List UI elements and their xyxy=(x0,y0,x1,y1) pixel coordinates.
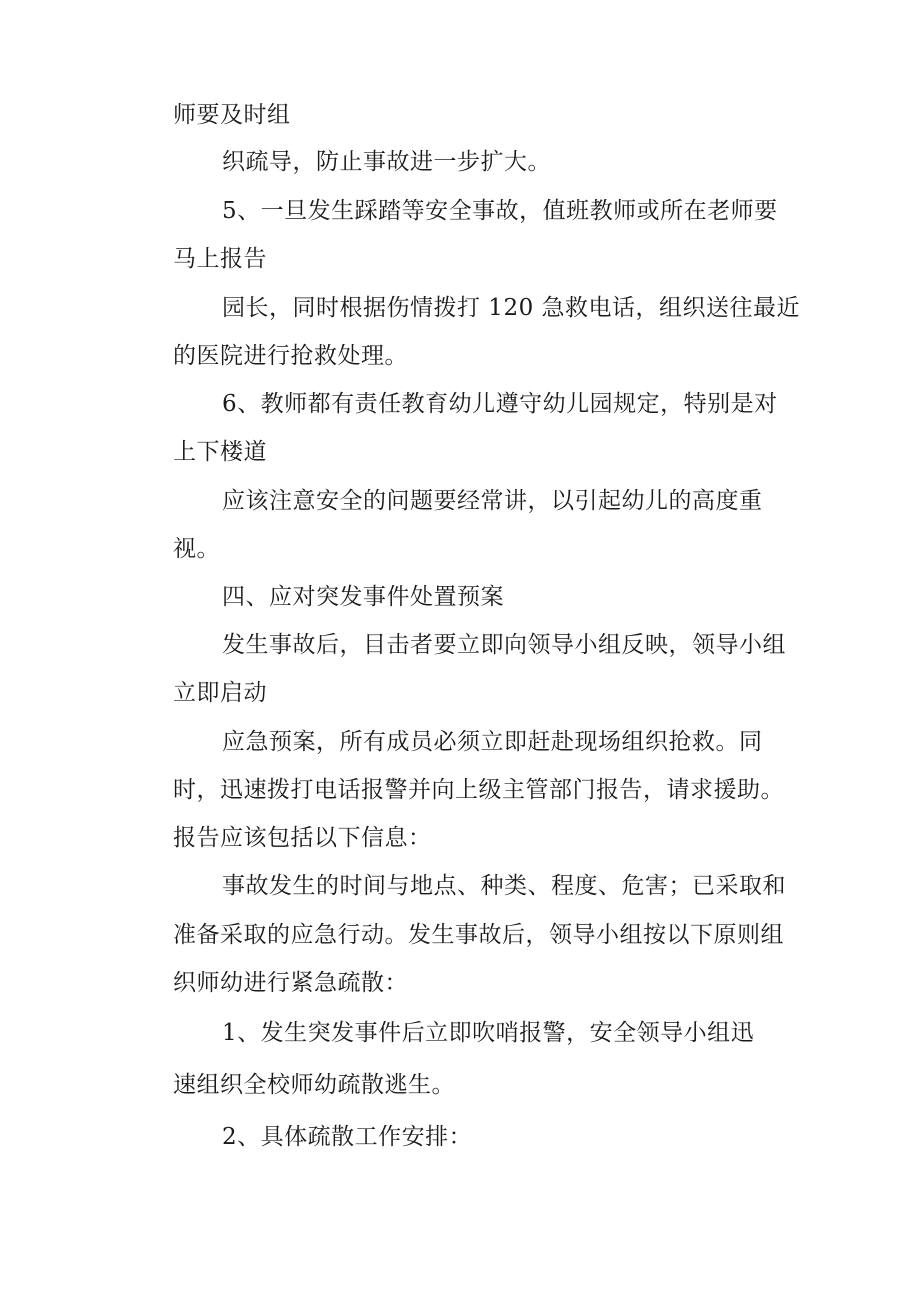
text-line: 的医院进行抢救处理。 xyxy=(173,343,408,369)
text-line: 准备采取的应急行动。发生事故后，领导小组按以下原则组 xyxy=(173,922,784,948)
text-line: 事故发生的时间与地点、种类、程度、危害；已采取和 xyxy=(222,873,786,899)
text-line: 马上报告 xyxy=(173,246,267,272)
text-line: 应该注意安全的问题要经常讲，以引起幼儿的高度重 xyxy=(222,488,763,514)
text-line: 立即启动 xyxy=(173,680,267,706)
text-line: 织疏导，防止事故进一步扩大。 xyxy=(222,149,551,175)
text-line: 1、发生突发事件后立即吹哨报警，安全领导小组迅 xyxy=(222,1020,755,1046)
text-line: 应急预案，所有成员必须立即赶赴现场组织抢救。同 xyxy=(222,729,763,755)
text-line: 师要及时组 xyxy=(173,102,291,128)
section-heading: 四、应对突发事件处置预案 xyxy=(222,584,504,610)
text-line: 2、具体疏散工作安排： xyxy=(222,1124,473,1150)
text-line: 上下楼道 xyxy=(173,439,267,465)
text-line: 园长，同时根据伤情拨打 120 急救电话，组织送往最近 xyxy=(222,295,801,321)
text-line: 5、一旦发生踩踏等安全事故，值班教师或所在老师要 xyxy=(222,198,778,224)
text-line: 时，迅速拨打电话报警并向上级主管部门报告，请求援助。 xyxy=(173,777,784,803)
text-line: 发生事故后，目击者要立即向领导小组反映，领导小组 xyxy=(222,632,786,658)
text-line: 报告应该包括以下信息： xyxy=(173,825,432,851)
text-line: 织师幼进行紧急疏散： xyxy=(173,970,408,996)
text-line: 速组织全校师幼疏散逃生。 xyxy=(173,1072,455,1098)
text-line: 6、教师都有责任教育幼儿遵守幼儿园规定，特别是对 xyxy=(222,391,778,417)
text-line: 视。 xyxy=(173,536,220,562)
